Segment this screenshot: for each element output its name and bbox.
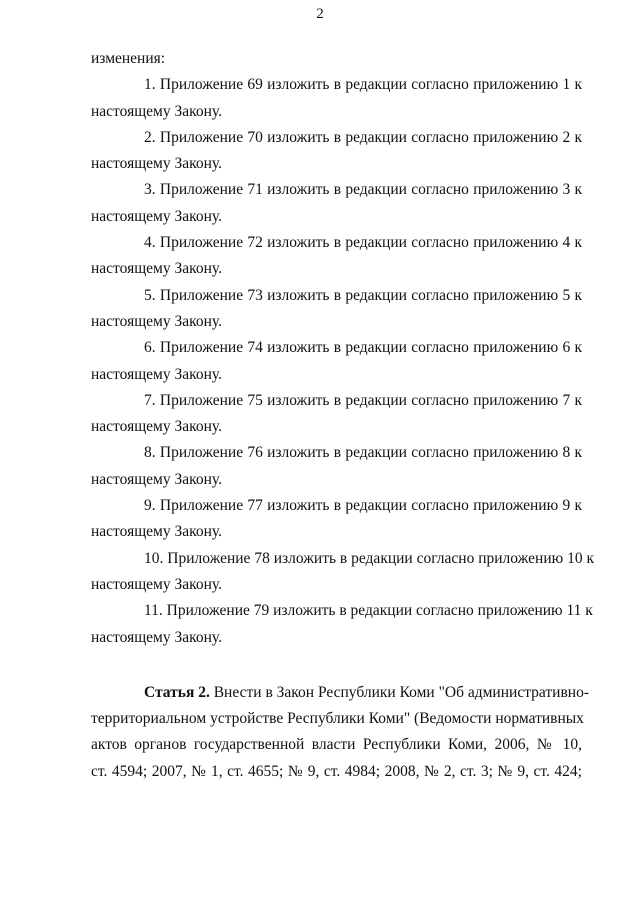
list-item <box>91 388 582 441</box>
list-item-text: 11. Приложение 79 изложить в редакции согласно приложению 11 к <box>144 602 593 620</box>
list-item-text: 7. Приложение 75 изложить в редакции согласно приложению 7 к <box>144 391 582 409</box>
list-item-continuation: настоящему Закону. <box>91 575 222 593</box>
article-first-line <box>91 680 589 706</box>
list-item-continuation: настоящему Закону. <box>91 418 222 436</box>
list-item-continuation: настоящему Закону. <box>91 102 222 120</box>
article-line: ст. 4594; 2007, № 1, ст. 4655; № 9, ст. 4984; 2008, № 2, ст. 3; № 9, ст. 424; <box>91 762 582 780</box>
list-item-text: 6. Приложение 74 изложить в редакции согласно приложению 6 к <box>144 339 582 357</box>
list-item <box>91 546 594 599</box>
article-line: территориальном устройстве Республики Коми" (Ведомости нормативных <box>91 710 584 728</box>
list-item-text: 2. Приложение 70 изложить в редакции согласно приложению 2 к <box>144 128 582 146</box>
list-item-text: 4. Приложение 72 изложить в редакции согласно приложению 4 к <box>144 234 582 252</box>
list-item-continuation: настоящему Закону. <box>91 312 222 330</box>
list-item <box>91 230 582 283</box>
list-item <box>91 125 582 178</box>
article-paragraph <box>91 680 589 785</box>
list-item-continuation: настоящему Закону. <box>91 260 222 278</box>
intro-line: изменения: <box>91 50 166 67</box>
list-item-continuation: настоящему Закону. <box>91 155 222 173</box>
list-item-text: 5. Приложение 73 изложить в редакции согласно приложению 5 к <box>144 286 582 304</box>
list-item-text: 10. Приложение 78 изложить в редакции согласно приложению 10 к <box>144 549 594 567</box>
list-item-text: 1. Приложение 69 изложить в редакции согласно приложению 1 к <box>144 76 582 94</box>
list-item-text: 9. Приложение 77 изложить в редакции согласно приложению 9 к <box>144 497 582 515</box>
page-number: 2 <box>316 6 324 22</box>
list-item-continuation: настоящему Закону. <box>91 207 222 225</box>
list-item <box>91 598 593 651</box>
article-first-line-text: Внести в Закон Республики Коми "Об административно- <box>209 683 589 701</box>
list-item <box>91 335 582 388</box>
list-item-continuation: настоящему Закону. <box>91 470 222 488</box>
list-item <box>91 72 582 125</box>
list-item <box>91 283 582 336</box>
list-item <box>91 177 582 230</box>
document-body <box>91 46 594 785</box>
list-item-continuation: настоящему Закону. <box>91 365 222 383</box>
article-heading: Статья 2. <box>144 683 210 701</box>
list-item <box>91 493 582 546</box>
paragraph-gap <box>91 651 582 680</box>
list-item <box>91 440 582 493</box>
list-item-continuation: настоящему Закону. <box>91 523 222 541</box>
list-item-text: 8. Приложение 76 изложить в редакции согласно приложению 8 к <box>144 444 582 462</box>
article-line: актов органов государственной власти Республики Коми, 2006, № 10, <box>91 736 582 754</box>
list-item-continuation: настоящему Закону. <box>91 628 222 646</box>
list-item-text: 3. Приложение 71 изложить в редакции согласно приложению 3 к <box>144 181 582 199</box>
